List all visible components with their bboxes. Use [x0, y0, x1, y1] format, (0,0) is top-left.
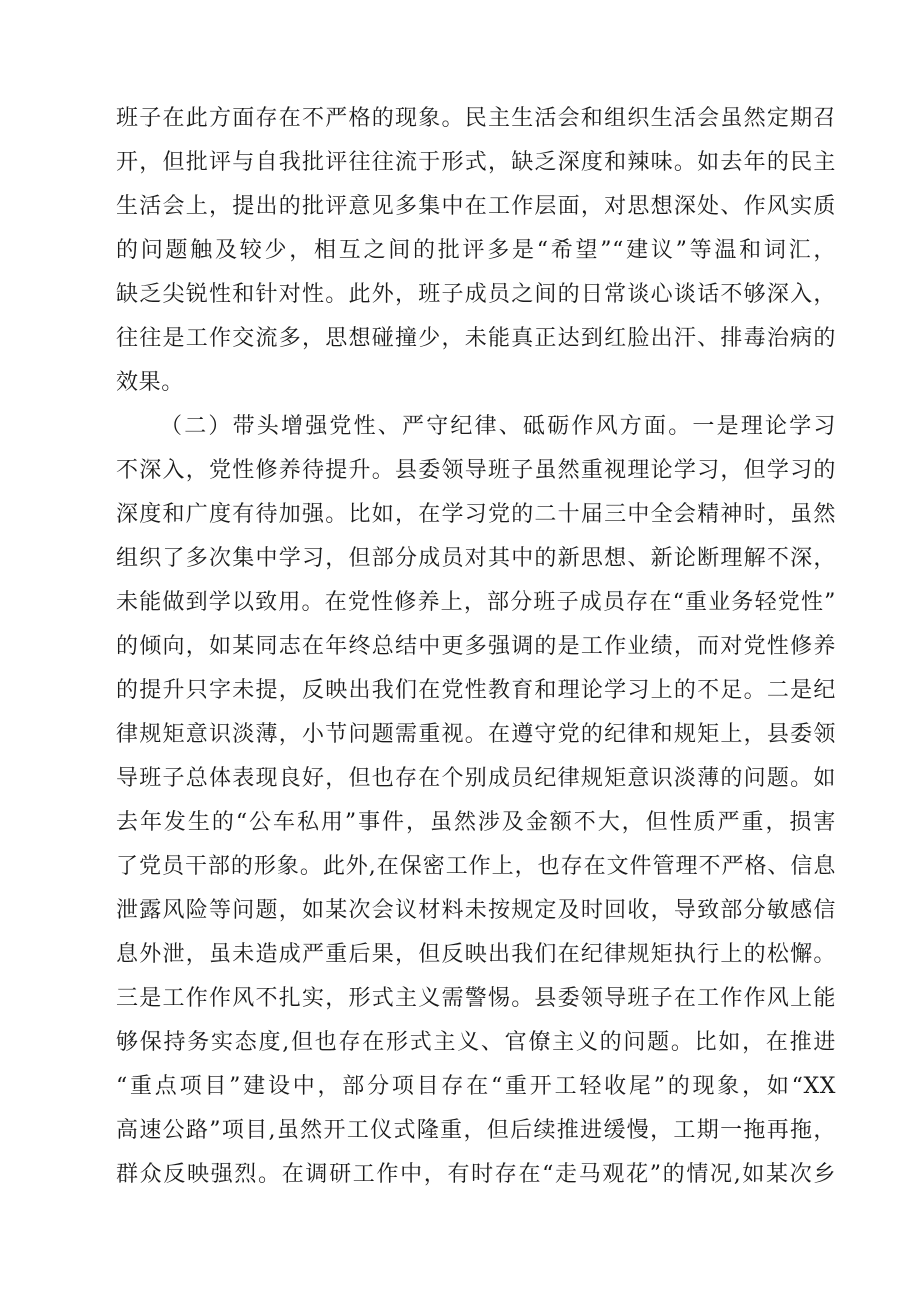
text-line: 未能做到学以致用。在党性修养上，部分班子成员存在“重业务轻党性”: [116, 590, 836, 615]
text-line: 不深入，党性修养待提升。县委领导班子虽然重视理论学习，但学习的: [116, 458, 836, 483]
text-line: 班子在此方面存在不严格的现象。民主生活会和组织生活会虽然定期召: [116, 106, 836, 131]
text-line: 生活会上，提出的批评意见多集中在工作层面，对思想深处、作风实质: [116, 194, 836, 219]
text-line: 三是工作作风不扎实，形式主义需警惕。县委领导班子在工作作风上能: [116, 986, 836, 1011]
document-body: [116, 97, 836, 1197]
text-line: 够保持务实态度,但也存在形式主义、官僚主义的问题。比如，在推进: [116, 1030, 836, 1055]
text-line: 往往是工作交流多，思想碰撞少，未能真正达到红脸出汗、排毒治病的: [116, 326, 836, 351]
text-line: 效果。: [116, 370, 184, 395]
text-line: 导班子总体表现良好，但也存在个别成员纪律规矩意识淡薄的问题。如: [116, 766, 836, 791]
text-line: （二）带头增强党性、严守纪律、砥砺作风方面。一是理论学习: [160, 414, 836, 439]
text-line: 的问题触及较少，相互之间的批评多是“希望”“建议”等温和词汇，: [116, 238, 836, 263]
text-line: 的提升只字未提，反映出我们在党性教育和理论学习上的不足。二是纪: [116, 678, 836, 703]
text-line: 开，但批评与自我批评往往流于形式，缺乏深度和辣味。如去年的民主: [116, 150, 836, 175]
paragraph-2: [116, 405, 836, 1197]
paragraph-1: [116, 97, 836, 405]
text-line: 息外泄，虽未造成严重后果，但反映出我们在纪律规矩执行上的松懈。: [116, 942, 836, 967]
text-line: 的倾向，如某同志在年终总结中更多强调的是工作业绩，而对党性修养: [116, 634, 836, 659]
text-line: 缺乏尖锐性和针对性。此外，班子成员之间的日常谈心谈话不够深入，: [116, 282, 836, 307]
text-line: 泄露风险等问题，如某次会议材料未按规定及时回收，导致部分敏感信: [116, 898, 836, 923]
text-line: 群众反映强烈。在调研工作中，有时存在“走马观花”的情况,如某次乡: [116, 1162, 836, 1187]
text-line: 高速公路”项目,虽然开工仪式隆重，但后续推进缓慢，工期一拖再拖，: [116, 1118, 836, 1143]
text-line: 组织了多次集中学习，但部分成员对其中的新思想、新论断理解不深，: [116, 546, 836, 571]
text-line: 律规矩意识淡薄，小节问题需重视。在遵守党的纪律和规矩上，县委领: [116, 722, 836, 747]
text-line: 深度和广度有待加强。比如，在学习党的二十届三中全会精神时，虽然: [116, 502, 836, 527]
text-line: 去年发生的“公车私用”事件，虽然涉及金额不大，但性质严重，损害: [116, 810, 836, 835]
text-line: “重点项目”建设中，部分项目存在“重开工轻收尾”的现象，如“XX: [116, 1074, 836, 1099]
text-line: 了党员干部的形象。此外,在保密工作上，也存在文件管理不严格、信息: [116, 854, 836, 879]
